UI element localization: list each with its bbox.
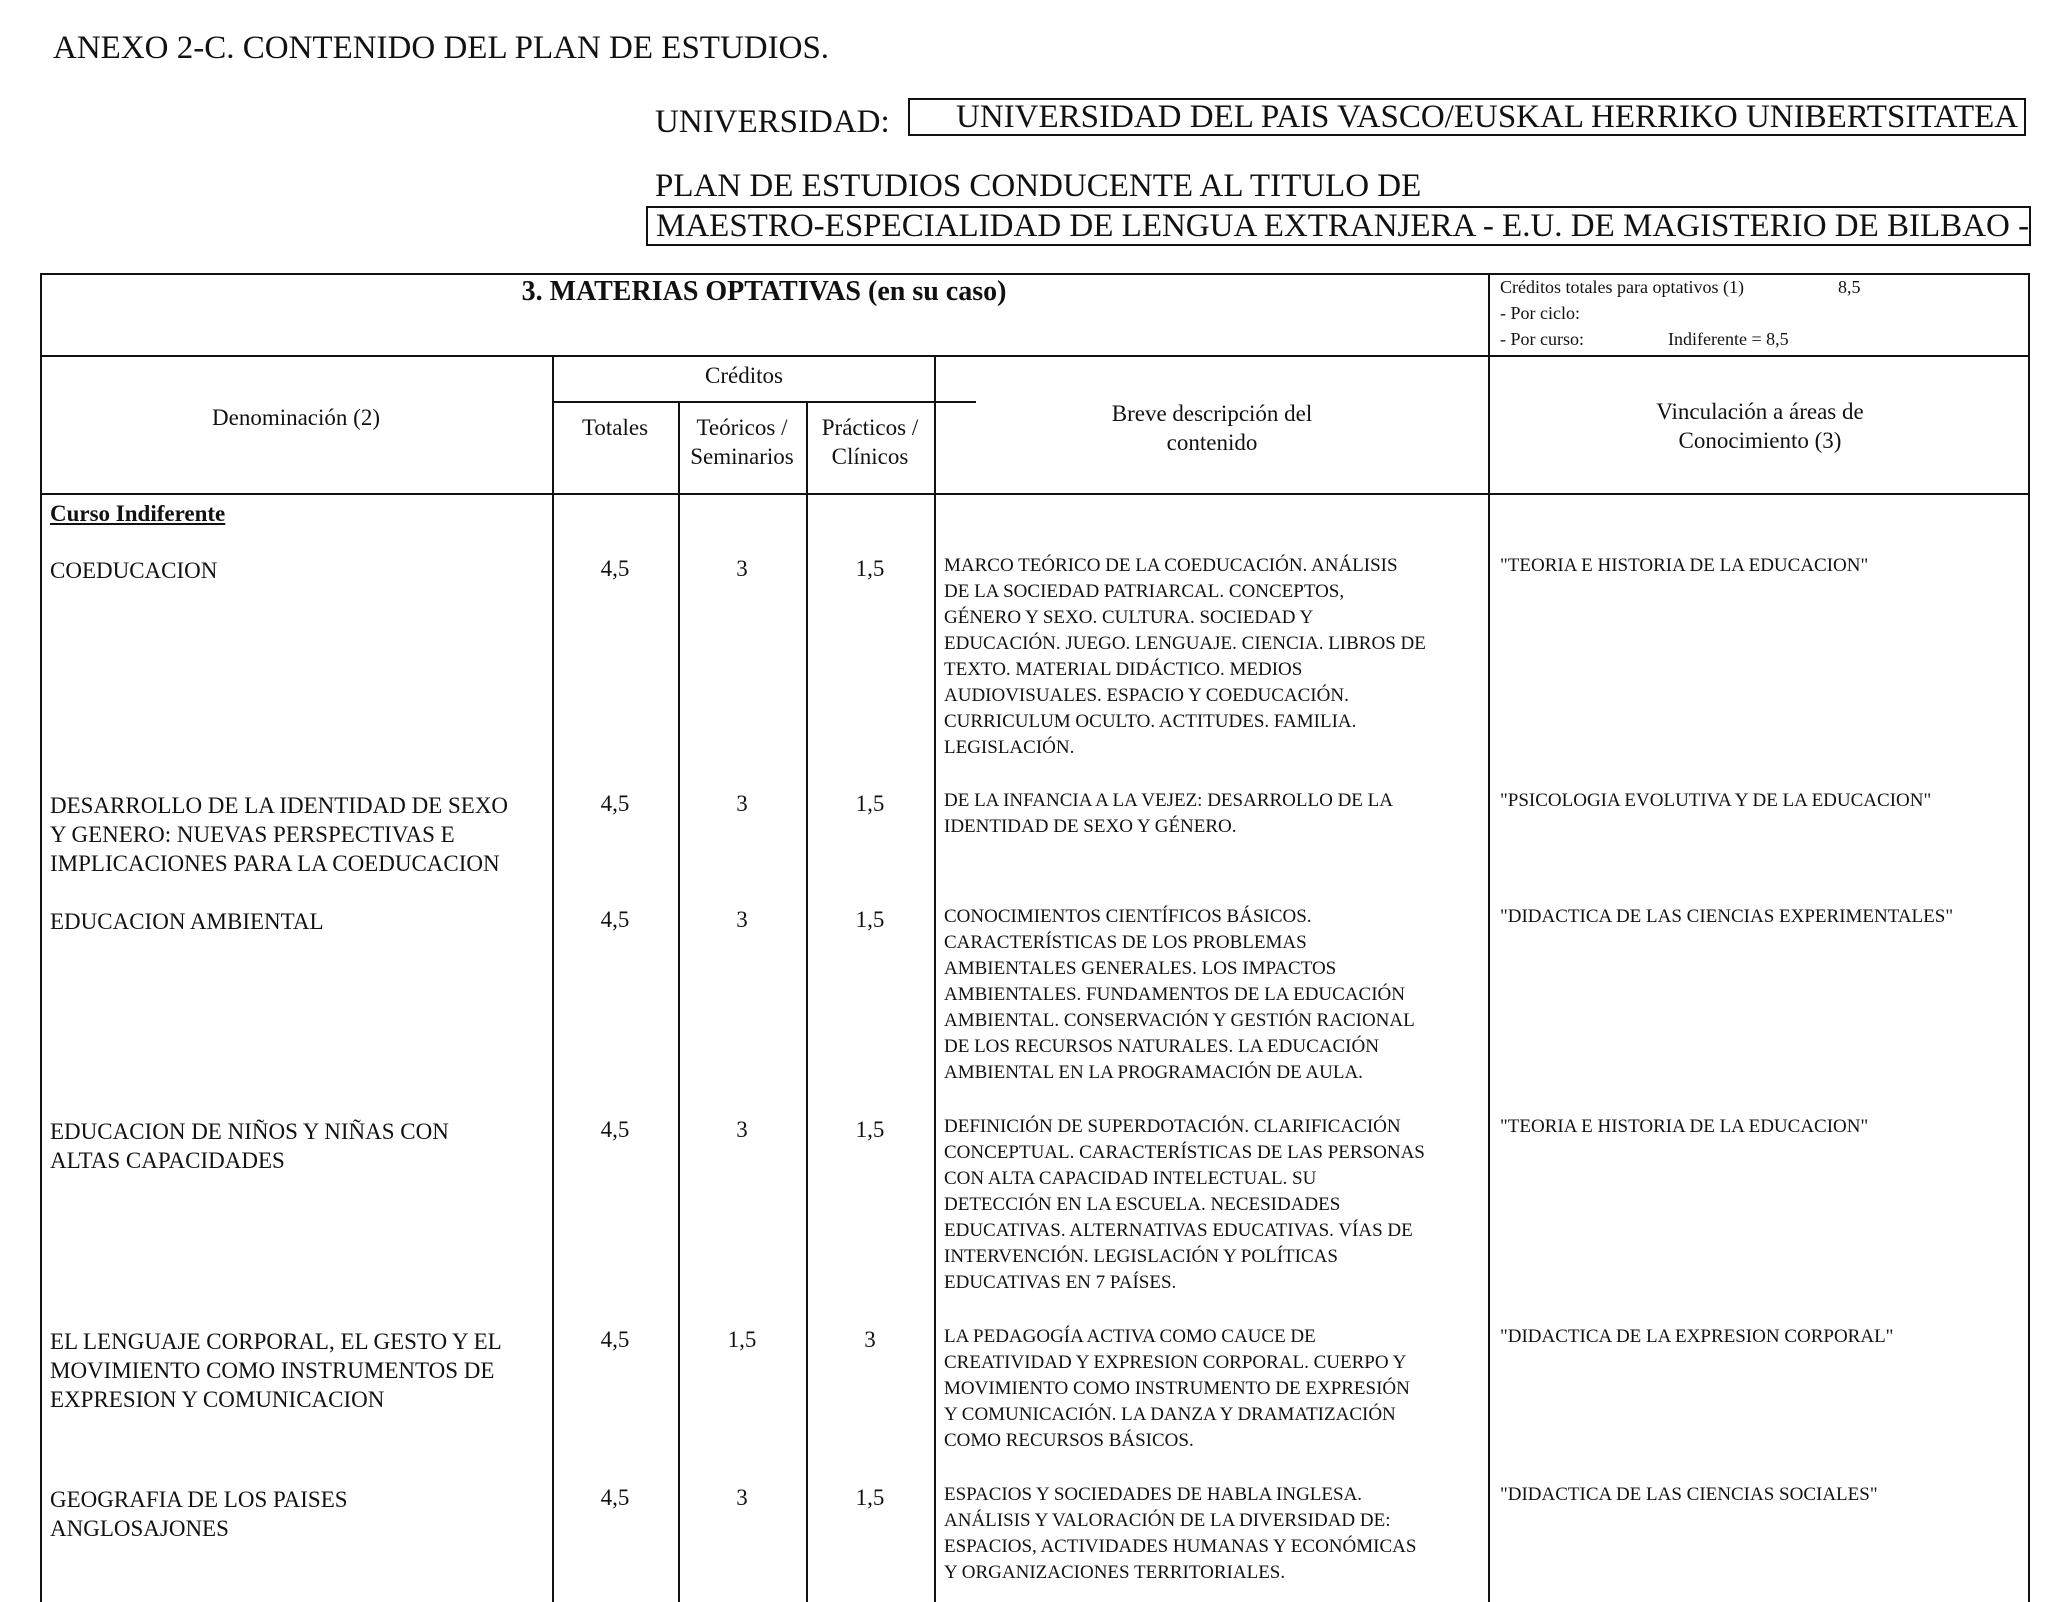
optional-subjects-table <box>40 273 2030 1602</box>
row-practicos: 3 <box>864 1327 876 1352</box>
table-border-left <box>40 273 42 1602</box>
row-teoricos: 3 <box>736 556 748 581</box>
col-header-vinculacion-line2: Conocimiento (3) <box>1678 428 1842 453</box>
row-description: CONOCIMIENTOS CIENTÍFICOS BÁSICOS. CARACTERÍSTICAS DE LOS PROBLEMAS AMBIENTALES GENERALES. LOS IMPACTOS AMBIENTALES. FUNDAMENTOS DE LA EDUCACIÓN AMBIENTAL. CONSERVACIÓN Y GESTIÓN RACIONAL DE LOS RECURSOS NATURALES. LA EDUCACIÓN AMBIENTAL EN LA PROGRAMACIÓN DE AULA. <box>944 906 1415 1083</box>
credits-subheader-divider <box>552 401 976 403</box>
row-totales: 4,5 <box>600 1327 630 1352</box>
row-teoricos: 1,5 <box>727 1327 757 1352</box>
col-header-descripcion-line1: Breve descripción del <box>1111 401 1313 426</box>
row-description: LA PEDAGOGÍA ACTIVA COMO CAUCE DE CREATIVIDAD Y EXPRESION CORPORAL. CUERPO Y MOVIMIENTO COMO INSTRUMENTO DE EXPRESIÓN Y COMUNICACIÓN. LA DANZA Y DRAMATIZACIÓN COMO RECURSOS BÁSICOS. <box>944 1326 1410 1451</box>
row-area: "TEORIA E HISTORIA DE LA EDUCACION" <box>1500 1116 1869 1137</box>
group-label: Curso Indiferente <box>50 501 226 526</box>
plan-label: PLAN DE ESTUDIOS CONDUCENTE AL TITULO DE <box>655 168 1422 204</box>
col-divider-teoricos <box>806 401 808 1602</box>
row-description: DEFINICIÓN DE SUPERDOTACIÓN. CLARIFICACIÓN CONCEPTUAL. CARACTERÍSTICAS DE LAS PERSONAS CON ALTA CAPACIDAD INTELECTUAL. SU DETECCIÓN EN LA ESCUELA. NECESIDADES EDUCATIVAS. ALTERNATIVAS EDUCATIVAS. VÍAS DE INTERVENCIÓN. LEGISLACIÓN Y POLÍTICAS EDUCATIVAS EN 7 PAÍSES. <box>944 1116 1425 1293</box>
row-name: EDUCACION AMBIENTAL <box>50 909 324 934</box>
row-practicos: 1,5 <box>855 1117 885 1142</box>
col-divider-practicos <box>934 355 936 1602</box>
col-divider-area <box>1488 273 1490 1602</box>
row-area: "PSICOLOGIA EVOLUTIVA Y DE LA EDUCACION" <box>1500 790 1932 811</box>
col-divider-totales <box>678 401 680 1602</box>
header-row-divider <box>40 493 2030 495</box>
credits-per-course-label: - Por curso: <box>1500 329 1584 349</box>
row-description: MARCO TEÓRICO DE LA COEDUCACIÓN. ANÁLISIS DE LA SOCIEDAD PATRIARCAL. CONCEPTOS, GÉNERO Y SEXO. CULTURA. SOCIEDAD Y EDUCACIÓN. JUEGO. LENGUAJE. CIENCIA. LIBROS DE TEXTO. MATERIAL DIDÁCTICO. MEDIOS AUDIOVISUALES. ESPACIO Y COEDUCACIÓN. CURRICULUM OCULTO. ACTITUDES. FAMILIA. LEGISLACIÓN. <box>944 555 1426 758</box>
col-header-vinculacion <box>1490 397 2030 455</box>
row-name: DESARROLLO DE LA IDENTIDAD DE SEXO Y GENERO: NUEVAS PERSPECTIVAS E IMPLICACIONES PARA LA COEDUCACION <box>50 793 509 876</box>
row-name: EDUCACION DE NIÑOS Y NIÑAS CON ALTAS CAPACIDADES <box>50 1119 449 1173</box>
col-header-totales: Totales <box>581 415 649 440</box>
university-label: UNIVERSIDAD: <box>655 104 890 140</box>
row-description: DE LA INFANCIA A LA VEJEZ: DESARROLLO DE LA IDENTIDAD DE SEXO Y GÉNERO. <box>944 790 1393 837</box>
title-row-divider <box>40 355 2030 357</box>
row-area: "TEORIA E HISTORIA DE LA EDUCACION" <box>1500 555 1869 576</box>
row-description: ESPACIOS Y SOCIEDADES DE HABLA INGLESA. ANÁLISIS Y VALORACIÓN DE LA DIVERSIDAD DE: ESPACIOS, ACTIVIDADES HUMANAS Y ECONÓMICAS Y ORGANIZACIONES TERRITORIALES. <box>944 1484 1417 1583</box>
row-teoricos: 3 <box>736 907 748 932</box>
row-teoricos: 3 <box>736 1117 748 1142</box>
row-practicos: 1,5 <box>855 556 885 581</box>
row-area: "DIDACTICA DE LA EXPRESION CORPORAL" <box>1500 1326 1894 1347</box>
col-header-teoricos-line2: Seminarios <box>690 444 794 469</box>
plan-title-box: MAESTRO-ESPECIALIDAD DE LENGUA EXTRANJERA - E.U. DE MAGISTERIO DE BILBAO - <box>646 206 2031 246</box>
section-title: 3. MATERIAS OPTATIVAS (en su caso) <box>521 276 1007 307</box>
row-practicos: 1,5 <box>855 1485 885 1510</box>
row-name: EL LENGUAJE CORPORAL, EL GESTO Y EL MOVIMIENTO COMO INSTRUMENTOS DE EXPRESION Y COMUNICACION <box>50 1329 502 1412</box>
col-header-descripcion-line2: contenido <box>1166 430 1258 455</box>
col-header-practicos-line1: Prácticos / <box>821 415 919 440</box>
credits-per-cycle-label: - Por ciclo: <box>1500 303 1580 323</box>
row-teoricos: 3 <box>736 1485 748 1510</box>
col-header-practicos-line2: Clínicos <box>831 444 909 469</box>
credits-total-value: 8,5 <box>1838 277 1861 297</box>
row-totales: 4,5 <box>600 907 630 932</box>
row-totales: 4,5 <box>600 791 630 816</box>
col-header-practicos <box>806 413 934 471</box>
row-totales: 4,5 <box>600 1485 630 1510</box>
col-header-descripcion <box>936 399 1488 457</box>
row-name: COEDUCACION <box>50 558 218 583</box>
table-border-right <box>2028 273 2030 1602</box>
col-divider-name <box>552 355 554 1602</box>
row-practicos: 1,5 <box>855 907 885 932</box>
row-teoricos: 3 <box>736 791 748 816</box>
col-header-vinculacion-line1: Vinculación a áreas de <box>1656 399 1864 424</box>
col-header-creditos: Créditos <box>705 363 783 388</box>
row-name: GEOGRAFIA DE LOS PAISES ANGLOSAJONES <box>50 1487 348 1541</box>
credits-total-label: Créditos totales para optativos (1) <box>1500 277 1744 297</box>
col-header-teoricos-line1: Teóricos / <box>696 415 788 440</box>
university-name-box: UNIVERSIDAD DEL PAIS VASCO/EUSKAL HERRIKO UNIBERTSITATEA <box>908 98 2026 136</box>
col-header-denominacion: Denominación (2) <box>212 405 380 430</box>
credits-per-course-value: Indiferente = 8,5 <box>1668 329 1789 349</box>
annex-title: ANEXO 2-C. CONTENIDO DEL PLAN DE ESTUDIOS. <box>53 30 830 66</box>
row-area: "DIDACTICA DE LAS CIENCIAS EXPERIMENTALES" <box>1500 906 1954 927</box>
row-totales: 4,5 <box>600 556 630 581</box>
row-practicos: 1,5 <box>855 791 885 816</box>
row-totales: 4,5 <box>600 1117 630 1142</box>
row-area: "DIDACTICA DE LAS CIENCIAS SOCIALES" <box>1500 1484 1878 1505</box>
col-header-teoricos <box>678 413 806 471</box>
